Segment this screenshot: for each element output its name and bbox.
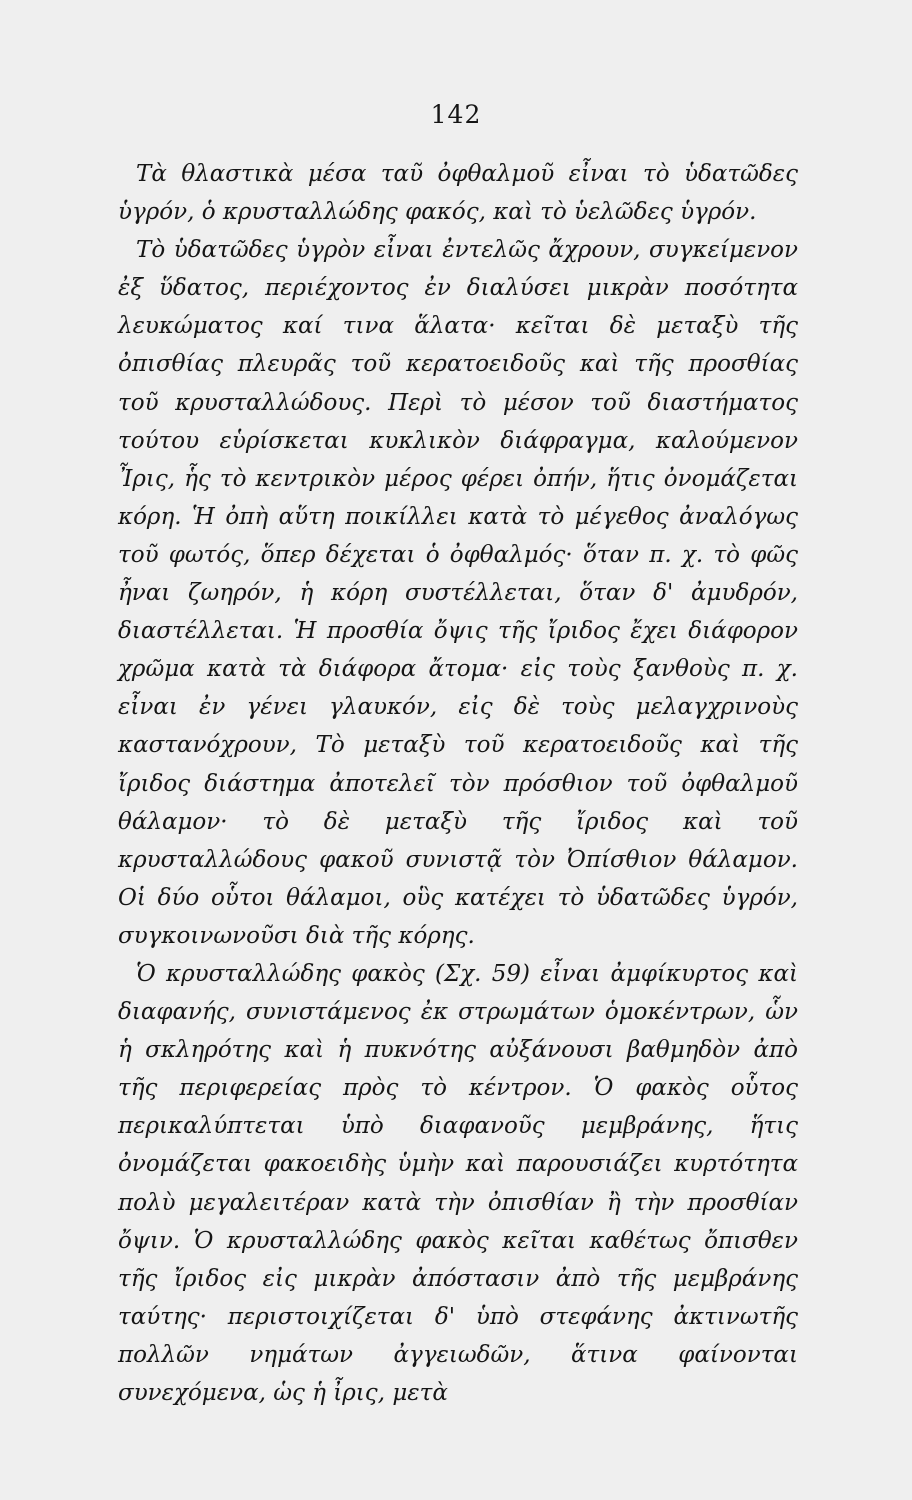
paragraph-3: Ὁ κρυσταλλώδης φακὸς (Σχ. 59) εἶναι ἀμφίκυρτος καὶ διαφανής, συνιστάμενος ἐκ στρωμάτων ὁμοκέντρων, ὧν ἡ σκληρότης καὶ ἡ πυκνότης αὐξάνουσι βαθμηδὸν ἀπὸ τῆς περιφερείας πρὸς τὸ κέντρον. Ὁ φακὸς οὗτος περικαλύπτεται ὑπὸ διαφανοῦς μεμβράνης, ἥτις ὀνομάζεται φακοειδὴς ὑμὴν καὶ παρουσιάζει κυρτότητα πολὺ μεγαλειτέραν κατὰ τὴν ὀπισθίαν ἢ τὴν προσθίαν ὄψιν. Ὁ κρυσταλλώδης φακὸς κεῖται καθέτως ὄπισθεν τῆς ἴριδος εἰς μικρὰν ἀπόστασιν ἀπὸ τῆς μεμβράνης ταύτης· περιστοιχίζεται δ' ὑπὸ στεφάνης ἀκτινωτῆς πολλῶν νημάτων ἀγγειωδῶν, ἅτινα φαίνονται συνεχόμενα, ὡς ἡ ἶρις, μετὰ — [118, 960, 798, 1406]
paragraph-2: Τὸ ὑδατῶδες ὑγρὸν εἶναι ἐντελῶς ἄχρουν, συγκείμενον ἐξ ὕδατος, περιέχοντος ἐν διαλύσει μικρὰν ποσότητα λευκώματος καί τινα ἅλατα· κεῖται δὲ μεταξὺ τῆς ὀπισθίας πλευρᾶς τοῦ κερατοειδοῦς καὶ τῆς προσθίας τοῦ κρυσταλλώδους. Περὶ τὸ μέσον τοῦ διαστήματος τούτου εὑρίσκεται κυκλικὸν διάφραγμα, καλούμενον Ἶρις, ἧς τὸ κεντρικὸν μέρος φέρει ὀπήν, ἥτις ὀνομάζεται κόρη. Ἡ ὀπὴ αὕτη ποικίλλει κατὰ τὸ μέγεθος ἀναλόγως τοῦ φωτός, ὅπερ δέχεται ὁ ὀφθαλμός· ὅταν π. χ. τὸ φῶς ἦναι ζωηρόν, ἡ κόρη συστέλλεται, ὅταν δ' ἀμυδρόν, διαστέλλεται. Ἡ προσθία ὄψις τῆς ἴριδος ἔχει διάφορον χρῶμα κατὰ τὰ διάφορα ἄτομα· εἰς τοὺς ξανθοὺς π. χ. εἶναι ἐν γένει γλαυκόν, εἰς δὲ τοὺς μελαγχρινοὺς καστανόχρουν, Τὸ μεταξὺ τοῦ κερατοειδοῦς καὶ τῆς ἴριδος διάστημα ἀποτελεῖ τὸν πρόσθιον τοῦ ὀφθαλμοῦ θάλαμον· τὸ δὲ μεταξὺ τῆς ἴριδος καὶ τοῦ κρυσταλλώδους φακοῦ συνιστᾷ τὸν Ὀπίσθιον θάλαμον. Οἱ δύο οὗτοι θάλαμοι, οὓς κατέχει τὸ ὑδατῶδες ὑγρόν, συγκοινωνοῦσι διὰ τῆς κόρης. — [118, 237, 798, 949]
paragraph-1: Τὰ θλαστικὰ μέσα ταῦ ὀφθαλμοῦ εἶναι τὸ ὑδατῶδες ὑγρόν, ὁ κρυσταλλώδης φακός, καὶ τὸ ὑελῶδες ὑγρόν. — [118, 161, 798, 226]
page-number: 142 — [430, 100, 482, 129]
body-text — [118, 155, 798, 1412]
